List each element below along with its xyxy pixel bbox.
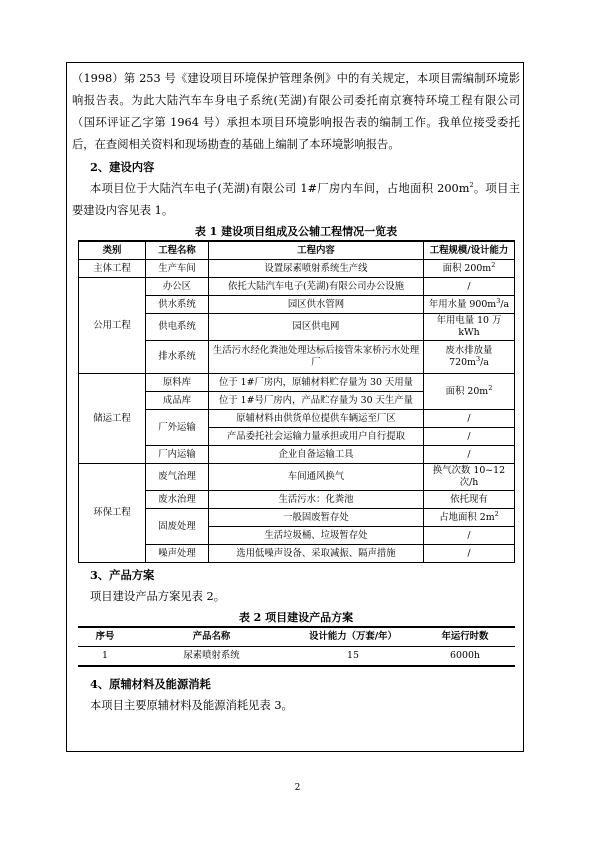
- table-row: [79, 278, 515, 296]
- cell-content: 园区供电网: [209, 314, 424, 341]
- table2-caption: 表 2 项目建设产品方案: [238, 611, 354, 624]
- cell-name: 厂外运输: [146, 410, 209, 446]
- table-project-composition: [78, 240, 515, 563]
- table-row: [79, 374, 515, 392]
- cell-scale: 依托现有: [424, 491, 515, 509]
- table-header-row: [78, 627, 515, 647]
- page-number: 2: [294, 783, 301, 793]
- superscript: 2: [494, 509, 499, 518]
- cell-category: 主体工程: [79, 260, 146, 278]
- scale-text: 废水排放量 720m: [445, 345, 493, 368]
- header-name: 工程名称: [146, 241, 209, 260]
- header-capacity: 设计能力（万套/年）: [291, 627, 415, 647]
- cell-scale: 年用电量 10 万 kWh: [424, 314, 515, 341]
- paragraph-products: 项目建设产品方案见表 2。: [90, 590, 226, 603]
- cell-hours: 6000h: [415, 647, 515, 667]
- cell-scale: /: [424, 446, 515, 464]
- paragraph-construction: [72, 178, 520, 222]
- section-heading-materials: 4、原辅材料及能源消耗: [90, 677, 211, 691]
- cell-name: 噪声处理: [146, 545, 209, 563]
- cell-content: 原辅材料由供货单位提供车辆运至厂区: [209, 410, 424, 428]
- cell-content: 园区供水管网: [209, 296, 424, 314]
- header-hours: 年运行时数: [415, 627, 515, 647]
- cell-name: 废水治理: [146, 491, 209, 509]
- superscript: 2: [488, 383, 493, 392]
- document-body: [72, 68, 520, 717]
- table-row: [78, 647, 515, 667]
- header-content: 工程内容: [209, 241, 424, 260]
- cell-scale: [424, 509, 515, 527]
- scale-text: 面积 200m: [442, 262, 492, 274]
- superscript: 2: [469, 181, 474, 190]
- header-index: 序号: [78, 627, 132, 647]
- cell-name: 废气治理: [146, 464, 209, 491]
- superscript: 2: [491, 260, 496, 269]
- cell-scale: /: [424, 278, 515, 296]
- cell-product: 尿素喷射系统: [132, 647, 291, 667]
- cell-content: 位于 1#厂房内，原辅材料贮存量为 30 天用量: [209, 374, 424, 392]
- cell-content: 生活污水经化粪池处理达标后接管朱家桥污水处理厂: [209, 341, 424, 374]
- cell-name: 生产车间: [146, 260, 209, 278]
- scale-text: 年用水量 900m: [428, 298, 497, 310]
- cell-scale: [424, 260, 515, 278]
- cell-content: 企业自备运输工具: [209, 446, 424, 464]
- cell-category: 环保工程: [79, 464, 146, 563]
- superscript: 3: [496, 296, 501, 305]
- table1-caption: 表 1 建设项目组成及公辅工程情况一览表: [194, 225, 398, 238]
- cell-name: 供水系统: [146, 296, 209, 314]
- cell-scale: /: [424, 527, 515, 545]
- cell-content: 位于 1#号厂房内，产品贮存量为 30 天生产量: [209, 392, 424, 410]
- cell-content: 生活污水：化粪池: [209, 491, 424, 509]
- section-heading-construction: 2、建设内容: [90, 160, 155, 174]
- cell-content: 选用低噪声设备、采取减振、隔声措施: [209, 545, 424, 563]
- cell-scale: 换气次数 10~12 次/h: [424, 464, 515, 491]
- cell-scale: [424, 341, 515, 374]
- cell-content: 车间通风换气: [209, 464, 424, 491]
- cell-category: 储运工程: [79, 374, 146, 464]
- paragraph-intro: （1998）第 253 号《建设项目环境保护管理条例》中的有关规定，本项目需编制环境影响报告表。为此大陆汽车车身电子系统(芜湖)有限公司委托南京赛特环境工程有限公司（国环评证乙字第 1964 号）承担本项目环境影响报告表的编制工作。我单位接受委托后，在查阅相关资料和现场勘查的基础上编制了本环境影响报告。: [72, 72, 520, 151]
- header-category: 类别: [79, 241, 146, 260]
- cell-content: 依托大陆汽车电子(芜湖)有限公司办公设施: [209, 278, 424, 296]
- cell-name: 成品库: [146, 392, 209, 410]
- table-row: [79, 260, 515, 278]
- cell-name: 原料库: [146, 374, 209, 392]
- cell-content: 一般固废暂存处: [209, 509, 424, 527]
- cell-category: 公用工程: [79, 278, 146, 374]
- cell-scale: /: [424, 410, 515, 428]
- cell-capacity: 15: [291, 647, 415, 667]
- scale-unit: /a: [480, 357, 489, 368]
- cell-scale: [424, 296, 515, 314]
- paragraph-materials: 本项目主要原辅材料及能源消耗见表 3。: [90, 699, 293, 712]
- cell-name: 办公区: [146, 278, 209, 296]
- table-header-row: [79, 241, 515, 260]
- cell-name: 排水系统: [146, 341, 209, 374]
- section-heading-products: 3、产品方案: [90, 568, 155, 582]
- table-product-plan: [78, 626, 515, 667]
- cell-content: 设置尿素喷射系统生产线: [209, 260, 424, 278]
- scale-text: 占地面积 2m: [439, 511, 495, 523]
- paragraph-construction-text: 本项目位于大陆汽车电子(芜湖)有限公司 1#厂房内车间，占地面积 200m: [90, 182, 470, 195]
- scale-unit: /a: [500, 298, 510, 310]
- cell-scale: /: [424, 428, 515, 446]
- cell-content: 产品委托社会运输力量承担或用户自行提取: [209, 428, 424, 446]
- cell-name: 固废处理: [146, 509, 209, 545]
- cell-index: 1: [78, 647, 132, 667]
- cell-scale: /: [424, 545, 515, 563]
- superscript: 3: [475, 354, 481, 363]
- cell-name: 供电系统: [146, 314, 209, 341]
- cell-scale: [424, 374, 515, 410]
- paragraph-construction-tail: 。项目主要建设内容见表 1。: [72, 182, 520, 217]
- scale-text: 面积 20m: [445, 385, 489, 397]
- header-product: 产品名称: [132, 627, 291, 647]
- cell-name: 厂内运输: [146, 446, 209, 464]
- table-row: [79, 464, 515, 491]
- header-scale: 工程规模/设计能力: [424, 241, 515, 260]
- cell-content: 生活垃圾桶、垃圾暂存处: [209, 527, 424, 545]
